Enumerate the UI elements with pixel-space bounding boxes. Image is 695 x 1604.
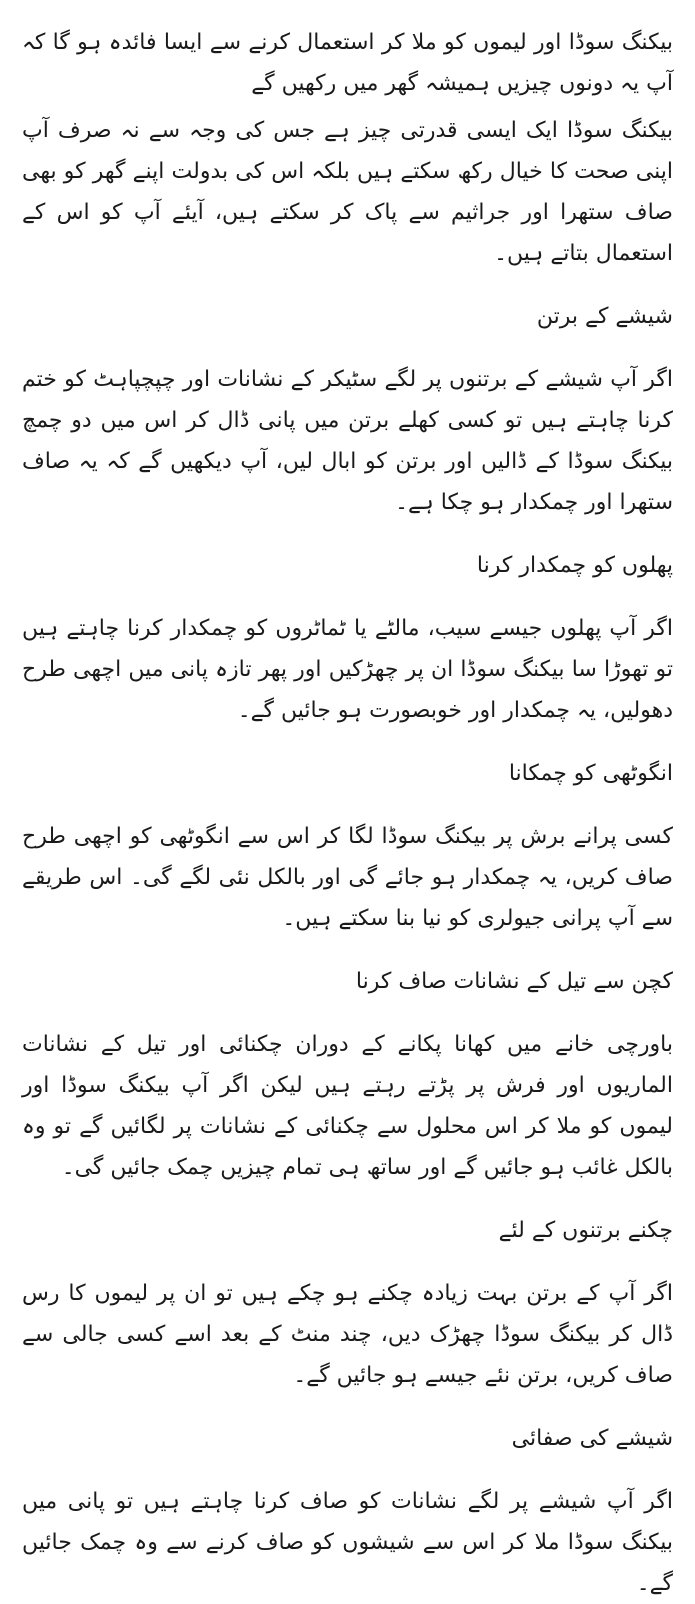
section-heading: کچن سے تیل کے نشانات صاف کرنا (355, 969, 673, 994)
section-heading: انگوٹھی کو چمکانا (508, 761, 673, 786)
section-heading: شیشے کے برتن (536, 304, 673, 329)
section-glass-utensils (22, 296, 673, 523)
section-body: اگر آپ پھلوں جیسے سیب، مالٹے یا ٹماٹروں کو چمکدار کرنا چاہتے ہیں تو تھوڑا سا بیکنگ سوڈا ان پر چھڑکیں اور پھر تازہ پانی میں اچھی طرح دھولیں، یہ چمکدار اور خوبصورت ہو جائیں گے۔ (22, 616, 673, 723)
section-glass-cleaning (22, 1418, 673, 1604)
section-shine-fruits (22, 545, 673, 731)
section-body: اگر آپ شیشے کے برتنوں پر لگے سٹیکر کے نشانات اور چپچپاہٹ کو ختم کرنا چاہتے ہیں تو کسی کھلے برتن میں پانی ڈال کر اس میں دو چمچ بیکنگ سوڈا کے ڈالیں اور برتن کو ابال لیں، آپ دیکھیں گے کہ یہ صاف ستھرا اور چمکدار ہو چکا ہے۔ (22, 367, 673, 515)
section-body: کسی پرانے برش پر بیکنگ سوڈا لگا کر اس سے انگوٹھی کو اچھی طرح صاف کریں، یہ چمکدار ہو جائے گی اور بالکل نئی لگے گی۔ اس طریقے سے آپ پرانی جیولری کو نیا بنا سکتے ہیں۔ (22, 824, 673, 931)
section-body: اگر آپ شیشے پر لگے نشانات کو صاف کرنا چاہتے ہیں تو پانی میں بیکنگ سوڈا ملا کر اس سے شیشوں کو صاف کرنے سے وہ چمک جائیں گے۔ (22, 1489, 673, 1596)
section-heading: پھلوں کو چمکدار کرنا (476, 553, 673, 578)
section-body: باورچی خانے میں کھانا پکانے کے دوران چکنائی اور تیل کے نشانات الماریوں اور فرش پر پڑتے رہتے ہیں لیکن اگر آپ بیکنگ سوڈا اور لیموں کو ملا کر اس محلول سے چکنائی کے نشانات پر لگائیں گے تو وہ بالکل غائب ہو جائیں گے اور ساتھ ہی تمام چیزیں چمک جائیں گی۔ (22, 1032, 673, 1180)
section-kitchen-oil-stains (22, 961, 673, 1188)
section-heading: چکنے برتنوں کے لئے (498, 1218, 673, 1243)
section-shine-ring (22, 753, 673, 939)
section-body: اگر آپ کے برتن بہت زیادہ چکنے ہو چکے ہیں تو ان پر لیموں کا رس ڈال کر بیکنگ سوڈا چھڑک دیں، چند منٹ کے بعد اسے کسی جالی سے صاف کریں، برتن نئے جیسے ہو جائیں گے۔ (22, 1281, 673, 1388)
section-greasy-utensils (22, 1210, 673, 1396)
section-heading: شیشے کی صفائی (511, 1426, 673, 1451)
article-title: بیکنگ سوڈا اور لیموں کو ملا کر استعمال کرنے سے ایسا فائدہ ہو گا کہ آپ یہ دونوں چیزیں ہمیشہ گھر میں رکھیں گے (22, 30, 673, 96)
article-intro: بیکنگ سوڈا ایک ایسی قدرتی چیز ہے جس کی وجہ سے نہ صرف آپ اپنی صحت کا خیال رکھ سکتے ہیں بلکہ اس کی بدولت اپنے گھر کو بھی صاف ستھرا اور جراثیم سے پاک کر سکتے ہیں، آیئے آپ کو اس کے استعمال بتاتے ہیں۔ (22, 118, 673, 266)
